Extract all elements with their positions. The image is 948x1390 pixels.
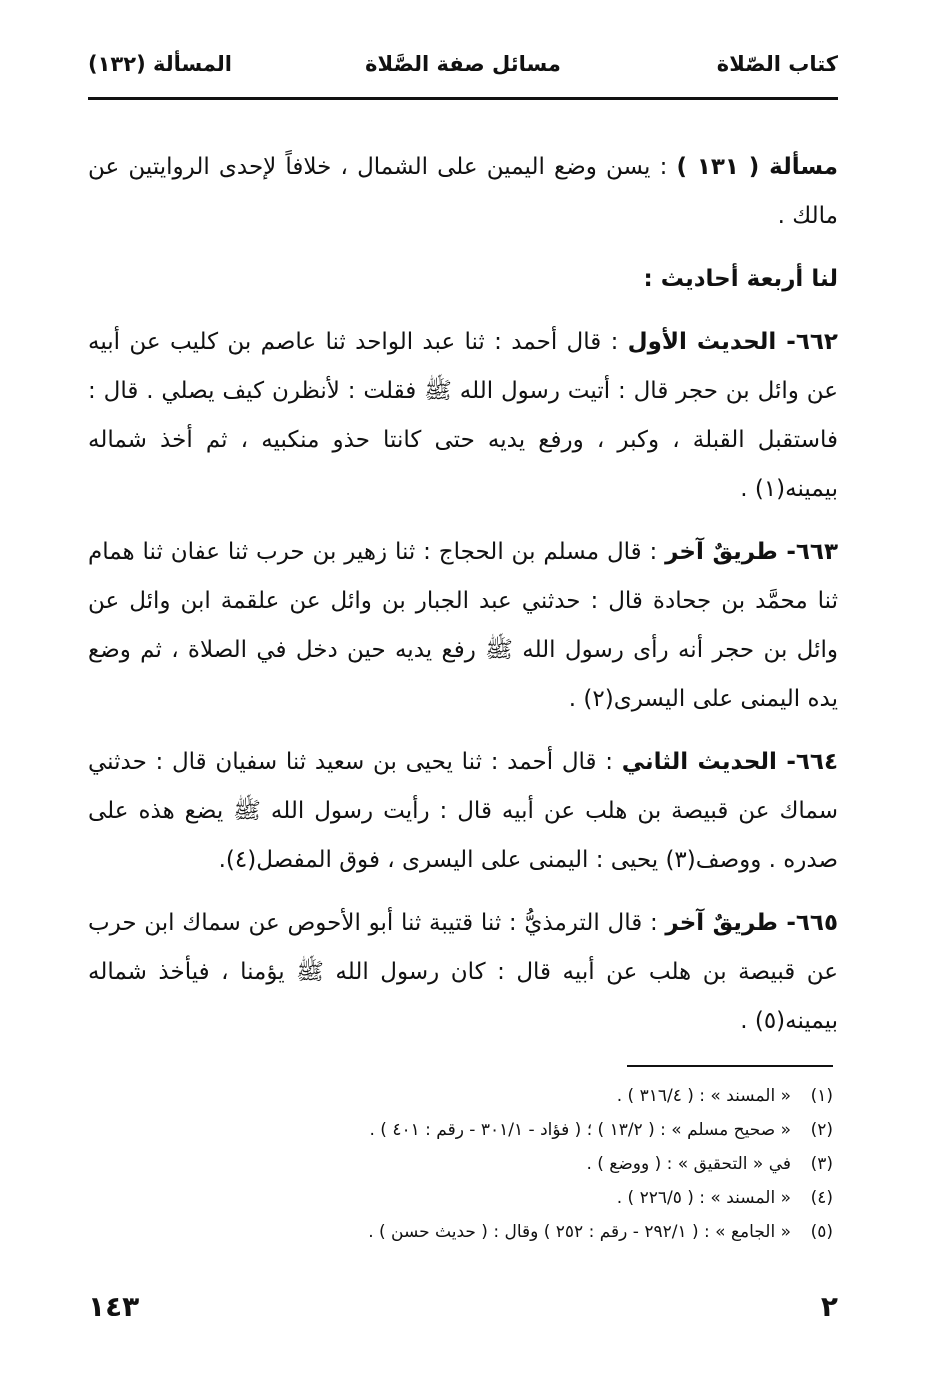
footnote-rule (627, 1065, 833, 1067)
footnote-text: « صحيح مسلم » : ( ١٣/٢ ) ؛ ( فؤاد - ٣٠١/١ - رقم : ٤٠١ ) . (369, 1120, 791, 1140)
footnote-item (88, 1181, 833, 1215)
footnote-item (88, 1079, 833, 1113)
footnote-text: في « التحقيق » : ( ووضع ) . (586, 1154, 791, 1174)
hadith-663 (88, 528, 838, 724)
hadith-664-text: : قال أحمد : ثنا يحيى بن سعيد ثنا سفيان قال : حدثني سماك عن قبيصة بن هلب عن أبيه قال : رأيت رسول الله ﷺ يضع هذه على صدره . ووصف(٣) يحيى : اليمنى على اليسرى ، فوق المفصل(٤). (88, 749, 838, 873)
hadith-665-text: : قال الترمذيُّ : ثنا قتيبة ثنا أبو الأحوص عن سماك ابن حرب عن قبيصة بن هلب عن أبيه قال : كان رسول الله ﷺ يؤمنا ، فيأخذ شماله بيمينه(٥) . (88, 910, 838, 1034)
hadith-664-lead: ٦٦٤- الحديث الثاني (621, 749, 838, 775)
page-number: ٢ (820, 1290, 838, 1323)
footnote-number: (٣) (810, 1154, 833, 1174)
masala-lead: مسألة ( ١٣١ ) (676, 154, 838, 180)
hadith-662-text: : قال أحمد : ثنا عبد الواحد ثنا عاصم بن كليب عن أبيه عن وائل بن حجر قال : أتيت رسول الله ﷺ فقلت : لأنظرن كيف يصلي . قال : فاستقبل القبلة ، وكبر ، ورفع يديه حتى كانتا حذو منكبيه ، ثم أخذ شماله بيمينه(١) . (88, 329, 838, 502)
main-text (88, 143, 838, 1060)
header-rule (88, 97, 838, 100)
hadith-663-text: : قال مسلم بن الحجاج : ثنا زهير بن حرب ثنا عفان ثنا همام ثنا محمَّد بن جحادة قال : حدثني عبد الجبار بن وائل عن علقمة ابن وائل عن وائل بن حجر أنه رأى رسول الله ﷺ رفع يديه حين دخل في الصلاة ، ثم وضع يده اليمنى على اليسرى(٢) . (88, 539, 838, 712)
footnote-number: (٤) (810, 1188, 833, 1208)
masala-paragraph (88, 143, 838, 241)
running-header (88, 52, 838, 88)
footnote-text: « المسند » : ( ٣١٦/٤ ) . (616, 1086, 791, 1106)
chapter-title: مسائل صفة الصَّلاة (365, 52, 561, 76)
issue-label: المسألة (١٣٢) (88, 52, 233, 76)
footnote-number: (٢) (810, 1120, 833, 1140)
footnote-item (88, 1215, 833, 1249)
hadith-663-lead: ٦٦٣- طريقٌ آخر (665, 539, 839, 565)
section-heading: لنا أربعة أحاديث : (643, 266, 838, 292)
footnote-item (88, 1147, 833, 1181)
footnote-number: (١) (810, 1086, 833, 1106)
book-title: كتاب الصّلاة (716, 52, 838, 76)
sequence-number: ١٤٣ (88, 1290, 140, 1323)
footnote-text: « الجامع » : ( ٢٩٢/١ - رقم : ٢٥٢ ) وقال : ( حديث حسن ) . (368, 1222, 791, 1242)
masala-text: : يسن وضع اليمين على الشمال ، خلافاً لإحدى الروايتين عن مالك . (88, 154, 838, 229)
footnotes (88, 1079, 833, 1249)
hadith-664 (88, 738, 838, 885)
hadith-662-lead: ٦٦٢- الحديث الأول (627, 329, 838, 355)
hadith-665 (88, 899, 838, 1046)
footnote-text: « المسند » : ( ٢٢٦/٥ ) . (616, 1188, 791, 1208)
hadith-665-lead: ٦٦٥- طريقٌ آخر (665, 910, 838, 936)
hadith-662 (88, 318, 838, 514)
footnote-item (88, 1113, 833, 1147)
footnote-number: (٥) (810, 1222, 833, 1242)
